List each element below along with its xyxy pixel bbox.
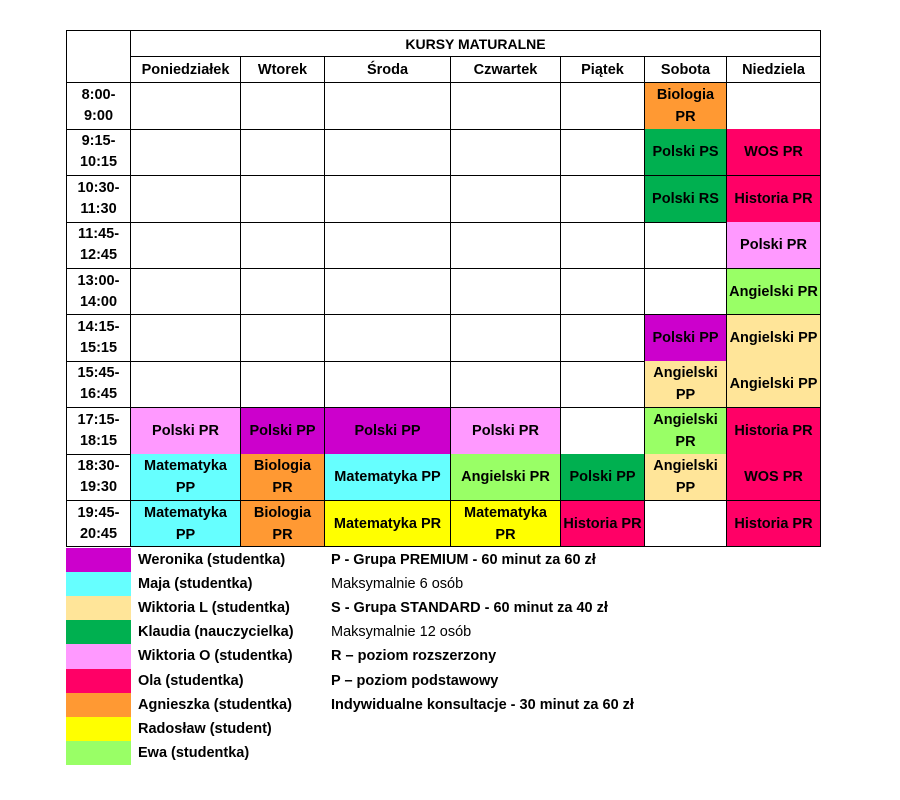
empty-cell (241, 222, 325, 269)
course-label: WOS PR (744, 144, 803, 161)
time-slot (66, 269, 131, 316)
course-label: Angielski PR (729, 283, 818, 300)
empty-cell (561, 269, 645, 316)
time-slot-label: 17:15-18:15 (77, 411, 120, 449)
course-cell (131, 408, 241, 455)
empty-cell (325, 176, 451, 223)
legend-person-name: Klaudia (nauczycielka) (138, 624, 294, 641)
legend-person-name: Agnieszka (studentka) (138, 696, 292, 713)
time-slot (66, 361, 131, 408)
legend-note-text: R – poziom rozszerzony (331, 648, 497, 665)
day-header (561, 57, 645, 83)
day-header-label: Niedziela (742, 61, 805, 78)
day-header (325, 57, 451, 83)
course-label: Angielski PP (729, 329, 818, 346)
course-label: Historia PR (563, 515, 642, 532)
empty-cell (131, 315, 241, 362)
course-cell (451, 501, 561, 548)
course-label: Polski PP (652, 329, 719, 346)
course-cell (451, 408, 561, 455)
time-slot (66, 222, 131, 269)
empty-cell (561, 315, 645, 362)
course-cell (131, 454, 241, 501)
course-label: Polski PR (152, 422, 219, 439)
legend-person (138, 645, 328, 667)
course-label: Polski PR (740, 237, 807, 254)
legend-swatch (66, 693, 131, 718)
legend-swatch (66, 669, 131, 694)
course-label: Angielski PP (729, 376, 818, 393)
time-slot-label: 13:00-14:00 (77, 272, 120, 310)
empty-cell (131, 361, 241, 408)
day-header-label: Środa (366, 61, 409, 78)
course-cell (561, 454, 645, 501)
legend-swatch (66, 596, 131, 621)
course-cell (241, 501, 325, 548)
course-label: Angielski PP (653, 458, 718, 497)
time-slot-label: 18:30-19:30 (77, 458, 120, 496)
day-header-label: Czwartek (473, 61, 538, 78)
course-cell (727, 361, 821, 408)
day-header-label: Wtorek (257, 61, 308, 78)
day-header (645, 57, 727, 83)
legend-swatch (66, 572, 131, 597)
course-cell (241, 454, 325, 501)
course-label: WOS PR (744, 469, 803, 486)
empty-cell (325, 269, 451, 316)
course-cell (645, 408, 727, 455)
course-label: Matematyka PR (333, 515, 442, 532)
course-cell (727, 315, 821, 362)
legend-person (138, 621, 328, 643)
empty-cell (561, 222, 645, 269)
legend-swatch (66, 620, 131, 645)
empty-cell (451, 269, 561, 316)
empty-cell (325, 315, 451, 362)
legend-person-name: Wiktoria O (studentka) (138, 648, 293, 665)
time-slot-label: 10:30-11:30 (77, 179, 120, 217)
empty-cell (451, 361, 561, 408)
day-header (131, 57, 241, 83)
time-slot (66, 408, 131, 455)
legend-person-name: Radosław (student) (138, 720, 272, 737)
empty-cell (645, 501, 727, 548)
empty-cell (561, 129, 645, 176)
course-label: Matematyka PP (334, 469, 441, 486)
empty-cell (241, 83, 325, 130)
day-header-label: Poniedziałek (141, 61, 230, 78)
legend-note-text: P - Grupa PREMIUM - 60 minut za 60 zł (331, 552, 596, 568)
empty-cell (325, 129, 451, 176)
corner-cell (66, 30, 131, 83)
time-slot-label: 15:45-16:45 (77, 365, 120, 403)
empty-cell (727, 83, 821, 130)
legend-person-name: Maja (studentka) (138, 576, 253, 593)
course-label: Historia PR (734, 190, 813, 207)
legend-person-name: Weronika (studentka) (138, 552, 286, 568)
legend-person (138, 597, 328, 619)
course-label: Matematyka PR (463, 504, 547, 543)
course-label: Polski PP (569, 469, 636, 486)
empty-cell (241, 361, 325, 408)
course-cell (727, 176, 821, 223)
empty-cell (241, 176, 325, 223)
empty-cell (451, 315, 561, 362)
legend-swatch (66, 548, 131, 573)
course-cell (727, 454, 821, 501)
empty-cell (561, 361, 645, 408)
course-cell (727, 269, 821, 316)
legend-note (331, 549, 731, 571)
legend-note-text: Maksymalnie 12 osób (331, 624, 472, 641)
legend-person (138, 742, 328, 764)
course-label: Polski PP (354, 422, 421, 439)
day-header (727, 57, 821, 83)
course-cell (645, 454, 727, 501)
course-cell (645, 176, 727, 223)
empty-cell (131, 176, 241, 223)
course-label: Biologia PR (253, 458, 312, 497)
course-cell (727, 222, 821, 269)
time-slot-label: 11:45-12:45 (77, 226, 120, 264)
legend-person-name: Ola (studentka) (138, 672, 244, 689)
course-cell (451, 454, 561, 501)
time-slot-label: 8:00-9:00 (81, 86, 116, 124)
time-slot (66, 501, 131, 548)
day-header (451, 57, 561, 83)
empty-cell (451, 222, 561, 269)
course-label: Angielski PR (461, 469, 550, 486)
legend-swatch (66, 644, 131, 669)
empty-cell (131, 222, 241, 269)
time-slot (66, 83, 131, 130)
empty-cell (645, 269, 727, 316)
legend-note (331, 645, 731, 667)
course-cell (241, 408, 325, 455)
course-label: Matematyka PP (143, 458, 227, 497)
course-label: Historia PR (734, 422, 813, 439)
time-slot-label: 14:15-15:15 (77, 318, 120, 356)
empty-cell (561, 176, 645, 223)
legend-note-text: Indywidualne konsultacje - 30 minut za 60 zł (331, 696, 634, 713)
day-header-label: Sobota (660, 61, 711, 78)
legend-person (138, 549, 328, 571)
legend-swatch (66, 741, 131, 766)
empty-cell (325, 83, 451, 130)
time-slot (66, 129, 131, 176)
course-label: Matematyka PP (143, 504, 227, 543)
day-header-label: Piątek (581, 61, 624, 78)
course-cell (325, 408, 451, 455)
legend-person (138, 670, 328, 692)
course-cell (325, 501, 451, 548)
course-label: Polski PR (472, 422, 539, 439)
legend-note (331, 621, 731, 643)
empty-cell (325, 222, 451, 269)
empty-cell (131, 83, 241, 130)
time-slot-label: 9:15-10:15 (79, 133, 118, 171)
course-cell (727, 501, 821, 548)
course-label: Angielski PR (653, 411, 718, 450)
course-cell (645, 361, 727, 408)
schedule-title-text: KURSY MATURALNE (405, 35, 546, 52)
legend-note (331, 694, 731, 716)
course-label: Polski PS (652, 144, 719, 161)
empty-cell (561, 83, 645, 130)
empty-cell (451, 176, 561, 223)
legend-note (331, 670, 731, 692)
empty-cell (131, 129, 241, 176)
course-cell (325, 454, 451, 501)
course-cell (645, 315, 727, 362)
legend-person (138, 573, 328, 595)
legend-person (138, 694, 328, 716)
time-slot (66, 315, 131, 362)
course-label: Historia PR (734, 515, 813, 532)
empty-cell (561, 408, 645, 455)
course-label: Polski RS (652, 190, 719, 207)
legend-note-text: P – poziom podstawowy (331, 672, 499, 689)
legend-note-text: Maksymalnie 6 osób (331, 576, 464, 593)
empty-cell (241, 315, 325, 362)
legend-person-name: Ewa (studentka) (138, 744, 250, 761)
legend-person-name: Wiktoria L (studentka) (138, 600, 290, 617)
empty-cell (241, 129, 325, 176)
legend-note (331, 597, 731, 619)
legend-note-text: S - Grupa STANDARD - 60 minut za 40 zł (331, 600, 608, 617)
course-cell (645, 83, 727, 130)
legend-swatch (66, 717, 131, 742)
course-cell (727, 408, 821, 455)
legend-person (138, 718, 328, 740)
course-label: Biologia PR (656, 86, 715, 125)
empty-cell (241, 269, 325, 316)
time-slot (66, 176, 131, 223)
time-slot (66, 454, 131, 501)
course-label: Biologia PR (253, 504, 312, 543)
course-cell (131, 501, 241, 548)
empty-cell (131, 269, 241, 316)
empty-cell (451, 129, 561, 176)
course-label: Angielski PP (653, 365, 718, 404)
course-label: Polski PP (249, 422, 316, 439)
legend-note (331, 573, 731, 595)
empty-cell (325, 361, 451, 408)
course-cell (645, 129, 727, 176)
course-cell (561, 501, 645, 548)
day-header (241, 57, 325, 83)
course-cell (727, 129, 821, 176)
time-slot-label: 19:45-20:45 (77, 504, 120, 542)
empty-cell (645, 222, 727, 269)
empty-cell (451, 83, 561, 130)
schedule-title (131, 30, 821, 57)
